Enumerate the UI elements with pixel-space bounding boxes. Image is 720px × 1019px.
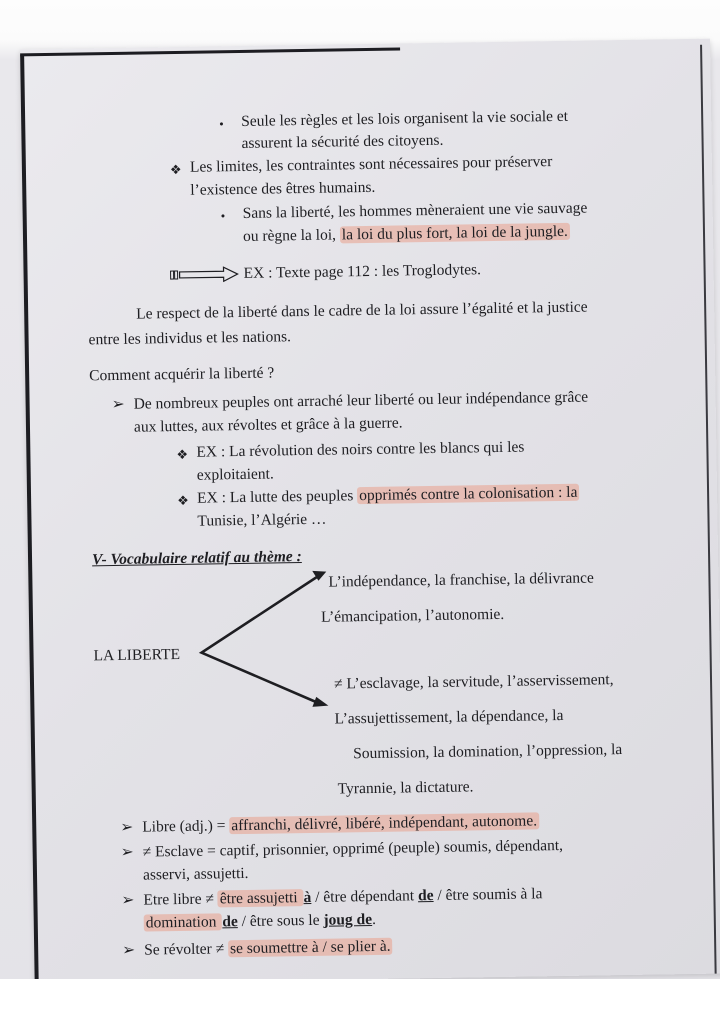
vocab-soumis: / être soumis à la (433, 885, 543, 905)
vocab-esclave: ≠ Esclave = captif, prisonnier, opprimé (peuple) soumis, dépendant, (142, 836, 564, 861)
vocab-libre (142, 811, 539, 837)
page-border-top (20, 47, 400, 56)
prep-a: à (303, 888, 312, 907)
bullet-triangle: ➢ (111, 395, 125, 414)
bullet-dot: • (219, 116, 224, 132)
bullet-triangle: ➢ (120, 818, 134, 836)
highlight-se-soumettre: se soumettre à / se plier à. (229, 937, 391, 958)
prep-de: de (222, 913, 238, 931)
bullet-dot: • (220, 208, 226, 224)
prep-de: de (417, 887, 434, 905)
bullet-triangle: ➢ (121, 891, 135, 909)
highlight-domination: domination (145, 913, 221, 932)
vocab-libre-term: Libre (adj.) = (142, 817, 230, 836)
photo-bottom-margin (0, 979, 720, 1019)
antonyms-line-1: ≠ L’esclavage, la servitude, l’asservissement, (333, 671, 614, 693)
vocab-se-revolter (144, 937, 393, 961)
line-2: assurent la sécurité des citoyens. (241, 131, 444, 152)
document-page (20, 39, 720, 985)
line-14: exploitaient. (196, 465, 274, 484)
example-troglodytes: EX : Texte page 112 : les Troglodytes. (243, 261, 482, 282)
vocab-joug-de: joug de (323, 910, 373, 929)
section-heading: V- Vocabulaire relatif au thème : (91, 548, 302, 569)
highlight-assujetti: être assujetti (219, 889, 302, 908)
antonyms-line-2: L’assujettissement, la dépendance, la (334, 706, 564, 728)
line-3: Les limites, les contraintes sont nécessaires pour préserver (189, 153, 553, 176)
vocab-etre-libre (143, 884, 542, 910)
antonyms-line-4: Tyrannie, la dictature. (337, 778, 474, 798)
line-15-start: EX : La lutte des peuples (196, 487, 358, 507)
line-6-start: ou règne la loi, (242, 226, 340, 245)
synonyms-line-2: L’émancipation, l’autonomie. (320, 605, 505, 626)
line-13: EX : La révolution des noirs contre les blancs qui les (196, 438, 525, 461)
vocab-domination (144, 910, 376, 934)
line-9: entre les individus et les nations. (88, 328, 292, 349)
highlight-colonisation: opprimés contre la colonisation : la (359, 483, 578, 505)
bullet-diamond: ❖ (176, 446, 189, 463)
bullet-diamond: ❖ (169, 161, 182, 178)
question-title: Comment acquérir la liberté ? (89, 364, 275, 385)
line-11: De nombreux peuples ont arraché leur liberté ou leur indépendance grâce (133, 388, 589, 413)
antonyms-line-3: Soumission, la domination, l’oppression, la (353, 741, 623, 763)
line-16: Tunisie, l’Algérie … (197, 510, 327, 530)
line-1: Seule les règles et les lois organisent la vie sociale et (241, 107, 569, 130)
highlight-libre-synonyms: affranchi, délivré, libéré, indépendant, autonome. (231, 812, 538, 835)
line-5: Sans la liberté, les hommes mèneraient une vie sauvage (242, 199, 588, 222)
diagram-center-label: LA LIBERTE (93, 645, 181, 665)
vocab-sous-le: / être sous le (237, 911, 324, 931)
line-6 (243, 222, 570, 247)
synonyms-line-1: L’indépendance, la franchise, la délivrance (328, 569, 594, 591)
highlight-jungle: la loi du plus fort, la loi de la jungle. (341, 222, 568, 244)
double-arrow-icon (169, 266, 239, 283)
vocab-etre-libre-term: Etre libre ≠ (143, 890, 218, 909)
bullet-diamond: ❖ (177, 492, 189, 509)
period: . (371, 910, 377, 928)
vocab-dependant: / être dépendant (311, 887, 419, 906)
line-12: aux luttes, aux révoltes et grâce à la guerre. (133, 414, 403, 436)
line-4: l’existence des êtres humains. (190, 178, 376, 199)
bullet-triangle: ➢ (120, 843, 134, 861)
line-15 (197, 483, 580, 509)
vocab-se-revolter-term: Se révolter ≠ (144, 940, 229, 959)
vocab-esclave-cont: asservi, assujetti. (142, 864, 249, 884)
bullet-triangle: ➢ (122, 941, 136, 959)
line-8: Le respect de la liberté dans le cadre de la loi assure l’égalité et la justice (136, 298, 588, 323)
